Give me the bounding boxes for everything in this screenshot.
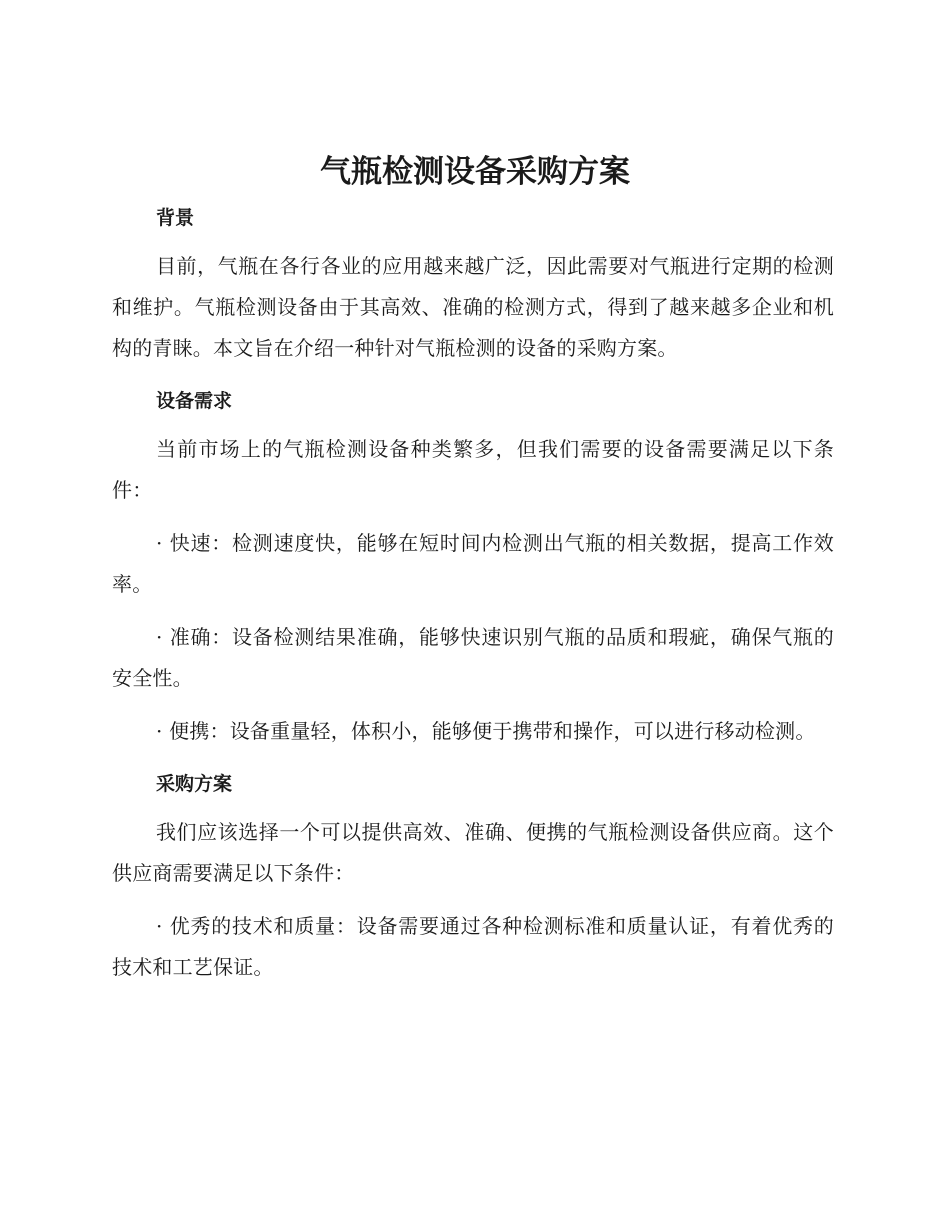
section-background [112,200,834,369]
section-heading: 设备需求 [156,390,233,412]
paragraph: 当前市场上的气瓶检测设备种类繁多，但我们需要的设备需要满足以下条件： [112,437,834,502]
bullet-item: · 快速：检测速度快，能够在短时间内检测出气瓶的相关数据，提高工作效率。 [112,531,834,596]
section-heading: 采购方案 [156,773,233,795]
section-requirements [112,383,834,752]
page-title: 气瓶检测设备采购方案 [320,154,630,190]
paragraph: 目前，气瓶在各行各业的应用越来越广泛，因此需要对气瓶进行定期的检测和维护。气瓶检测设备由于其高效、准确的检测方式，得到了越来越多企业和机构的青睐。本文旨在介绍一种针对气瓶检测的设备的采购方案。 [112,254,834,360]
section-heading: 背景 [156,207,195,229]
paragraph: 我们应该选择一个可以提供高效、准确、便携的气瓶检测设备供应商。这个供应商需要满足以下条件： [112,820,834,885]
document-body [112,200,834,988]
section-procurement [112,766,834,988]
bullet-item: · 便携：设备重量轻，体积小，能够便于携带和操作，可以进行移动检测。 [156,719,816,743]
bullet-item: · 准确：设备检测结果准确，能够快速识别气瓶的品质和瑕疵，确保气瓶的安全性。 [112,625,834,690]
bullet-item: · 优秀的技术和质量：设备需要通过各种检测标准和质量认证，有着优秀的技术和工艺保证。 [112,914,834,979]
